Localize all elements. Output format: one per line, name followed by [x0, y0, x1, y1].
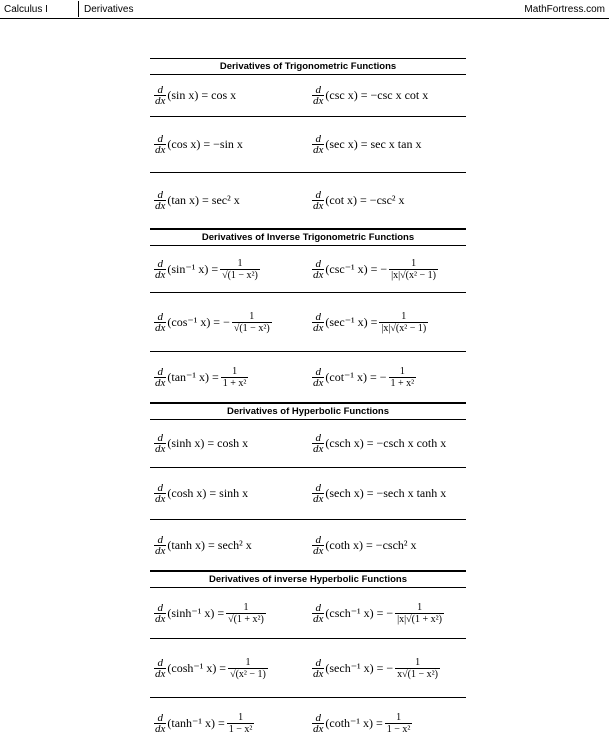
formula-text: (tan⁻¹ x) =	[167, 369, 219, 384]
numerator: 1	[396, 711, 402, 723]
formula-cell	[308, 420, 466, 467]
formula-text: (csch⁻¹ x) = −	[325, 605, 394, 620]
d-symbol: d	[157, 257, 163, 270]
formula-cell	[150, 468, 308, 519]
formula-cell	[150, 246, 308, 292]
dx-symbol: dx	[155, 667, 166, 680]
dx-symbol: dx	[313, 95, 324, 107]
site-label: MathFortress.com	[524, 4, 605, 15]
dx-symbol: dx	[313, 667, 324, 680]
result-fraction	[228, 657, 268, 680]
formula-text: (tanh x) = sech² x	[167, 537, 252, 552]
d-dx-operator	[154, 190, 166, 211]
formula-cell	[150, 75, 308, 116]
numerator: 1	[401, 310, 407, 322]
d-dx-operator	[312, 312, 324, 333]
formula-cell	[308, 293, 466, 351]
formula-text: (coth x) = −csch² x	[325, 537, 417, 552]
result-fraction	[389, 366, 417, 389]
d-symbol: d	[315, 257, 321, 270]
numerator: 1	[232, 365, 238, 377]
denominator: 1 − x²	[228, 723, 253, 735]
section-title: Derivatives of Inverse Trigonometric Functions	[150, 229, 466, 246]
formula-cell	[308, 588, 466, 638]
formula-text: (cosh x) = sinh x	[167, 486, 249, 500]
formula-cell	[308, 468, 466, 519]
formula-row	[150, 698, 466, 748]
formula-row	[150, 246, 466, 293]
d-dx-operator	[312, 259, 324, 280]
denominator: |x|√(x² − 1)	[381, 322, 427, 334]
formula-cell	[308, 75, 466, 116]
dx-symbol: dx	[155, 493, 166, 505]
formula-text: (cot⁻¹ x) = −	[325, 369, 387, 384]
formula-row	[150, 117, 466, 173]
header-divider	[78, 1, 79, 17]
d-dx-operator	[154, 367, 166, 388]
dx-symbol: dx	[155, 722, 166, 735]
dx-symbol: dx	[155, 443, 166, 455]
formula-text: (cot x) = −csc² x	[325, 193, 405, 207]
dx-symbol: dx	[313, 443, 324, 455]
formula-cell	[150, 293, 308, 351]
denominator: |x|√(1 + x²)	[397, 613, 442, 625]
d-symbol: d	[157, 601, 163, 614]
result-fraction	[227, 712, 255, 735]
dx-symbol: dx	[313, 493, 324, 505]
d-symbol: d	[157, 133, 163, 145]
section-title: Derivatives of inverse Hyperbolic Functions	[150, 571, 466, 588]
dx-symbol: dx	[155, 376, 166, 389]
d-symbol: d	[157, 365, 163, 378]
topic-label: Derivatives	[84, 4, 134, 15]
formula-row	[150, 468, 466, 520]
page-header	[0, 0, 609, 19]
dx-symbol: dx	[155, 95, 166, 107]
d-symbol: d	[157, 533, 163, 546]
d-symbol: d	[157, 189, 163, 201]
result-fraction	[221, 366, 249, 389]
formula-row	[150, 173, 466, 229]
d-dx-operator	[154, 312, 166, 333]
d-dx-operator	[312, 190, 324, 211]
d-symbol: d	[315, 533, 321, 546]
dx-symbol: dx	[313, 722, 324, 735]
d-dx-operator	[312, 535, 324, 556]
numerator: 1	[417, 601, 423, 613]
d-symbol: d	[315, 365, 321, 378]
formula-text: (sec⁻¹ x) =	[325, 314, 378, 329]
formula-cell	[150, 352, 308, 402]
numerator: 1	[237, 257, 243, 269]
d-dx-operator	[154, 85, 166, 106]
d-dx-operator	[154, 134, 166, 155]
d-dx-operator	[312, 658, 324, 679]
result-fraction	[220, 258, 260, 281]
formula-row	[150, 293, 466, 352]
d-symbol: d	[157, 656, 163, 669]
result-fraction	[232, 311, 272, 334]
d-symbol: d	[157, 482, 163, 494]
d-symbol: d	[157, 84, 163, 96]
denominator: √(1 − x²)	[222, 269, 258, 281]
formula-text: (sinh x) = cosh x	[167, 436, 249, 450]
derivatives-table	[150, 58, 466, 748]
dx-symbol: dx	[313, 144, 324, 156]
dx-symbol: dx	[313, 612, 324, 625]
d-symbol: d	[157, 310, 163, 323]
d-dx-operator	[154, 658, 166, 679]
formula-text: (sin x) = cos x	[167, 88, 237, 102]
formula-cell	[150, 117, 308, 172]
denominator: √(x² − 1)	[230, 668, 266, 680]
formula-text: (csc x) = −csc x cot x	[325, 88, 429, 102]
dx-symbol: dx	[155, 544, 166, 557]
result-fraction	[385, 712, 413, 735]
formula-cell	[308, 698, 466, 748]
dx-symbol: dx	[155, 612, 166, 625]
result-fraction	[389, 258, 438, 281]
formula-cell	[150, 698, 308, 748]
formula-row	[150, 520, 466, 571]
dx-symbol: dx	[155, 321, 166, 334]
result-fraction	[379, 311, 428, 334]
result-fraction	[395, 602, 444, 625]
formula-text: (cos x) = −sin x	[167, 137, 243, 151]
formula-cell	[308, 117, 466, 172]
denominator: |x|√(x² − 1)	[391, 269, 436, 281]
d-symbol: d	[315, 601, 321, 614]
formula-text: (sech x) = −sech x tanh x	[325, 486, 447, 500]
formula-row	[150, 639, 466, 698]
numerator: 1	[399, 365, 405, 377]
d-symbol: d	[315, 711, 321, 724]
formula-cell	[150, 520, 308, 570]
formula-row	[150, 75, 466, 117]
formula-cell	[150, 588, 308, 638]
formula-cell	[150, 420, 308, 467]
denominator: √(1 + x²)	[228, 613, 264, 625]
dx-symbol: dx	[155, 144, 166, 156]
formula-text: (coth⁻¹ x) =	[325, 715, 383, 730]
d-dx-operator	[312, 85, 324, 106]
formula-text: (sin⁻¹ x) =	[167, 261, 219, 276]
formula-cell	[308, 520, 466, 570]
d-dx-operator	[312, 603, 324, 624]
formula-row	[150, 352, 466, 403]
formula-text: (cos⁻¹ x) = −	[167, 314, 230, 329]
d-dx-operator	[154, 259, 166, 280]
formula-cell	[308, 246, 466, 292]
d-dx-operator	[312, 483, 324, 504]
formula-row	[150, 588, 466, 639]
numerator: 1	[411, 257, 417, 269]
numerator: 1	[238, 711, 244, 723]
result-fraction	[226, 602, 266, 625]
d-symbol: d	[315, 133, 321, 145]
numerator: 1	[249, 310, 255, 322]
course-label: Calculus I	[4, 4, 48, 15]
formula-row	[150, 420, 466, 468]
dx-symbol: dx	[155, 268, 166, 281]
d-symbol: d	[315, 84, 321, 96]
dx-symbol: dx	[313, 321, 324, 334]
numerator: 1	[415, 656, 421, 668]
d-symbol: d	[315, 482, 321, 494]
d-dx-operator	[154, 603, 166, 624]
formula-cell	[308, 639, 466, 697]
numerator: 1	[245, 656, 251, 668]
d-symbol: d	[315, 189, 321, 201]
formula-text: (cosh⁻¹ x) =	[167, 660, 227, 675]
dx-symbol: dx	[155, 200, 166, 212]
formula-cell	[150, 173, 308, 228]
formula-text: (tanh⁻¹ x) =	[167, 715, 225, 730]
denominator: 1 + x²	[390, 377, 415, 389]
dx-symbol: dx	[313, 200, 324, 212]
d-dx-operator	[312, 367, 324, 388]
dx-symbol: dx	[313, 268, 324, 281]
formula-cell	[308, 173, 466, 228]
formula-cell	[308, 352, 466, 402]
denominator: x√(1 − x²)	[397, 668, 438, 680]
denominator: 1 − x²	[386, 723, 411, 735]
formula-text: (sinh⁻¹ x) =	[167, 605, 225, 620]
d-symbol: d	[315, 432, 321, 444]
result-fraction	[395, 657, 440, 680]
d-dx-operator	[154, 433, 166, 454]
dx-symbol: dx	[313, 376, 324, 389]
d-dx-operator	[154, 713, 166, 734]
d-dx-operator	[312, 433, 324, 454]
formula-cell	[150, 639, 308, 697]
d-symbol: d	[315, 656, 321, 669]
d-symbol: d	[157, 432, 163, 444]
d-dx-operator	[312, 713, 324, 734]
d-dx-operator	[154, 483, 166, 504]
dx-symbol: dx	[313, 544, 324, 557]
numerator: 1	[243, 601, 249, 613]
section-title: Derivatives of Trigonometric Functions	[150, 58, 466, 75]
d-symbol: d	[315, 310, 321, 323]
formula-text: (sec x) = sec x tan x	[325, 137, 422, 151]
denominator: √(1 − x²)	[233, 322, 270, 334]
d-symbol: d	[157, 711, 163, 724]
d-dx-operator	[154, 535, 166, 556]
formula-text: (tan x) = sec² x	[167, 193, 240, 207]
denominator: 1 + x²	[222, 377, 247, 389]
d-dx-operator	[312, 134, 324, 155]
formula-text: (csch x) = −csch x coth x	[325, 436, 447, 450]
section-title: Derivatives of Hyperbolic Functions	[150, 403, 466, 420]
formula-text: (sech⁻¹ x) = −	[325, 660, 394, 675]
formula-text: (csc⁻¹ x) = −	[325, 261, 388, 276]
